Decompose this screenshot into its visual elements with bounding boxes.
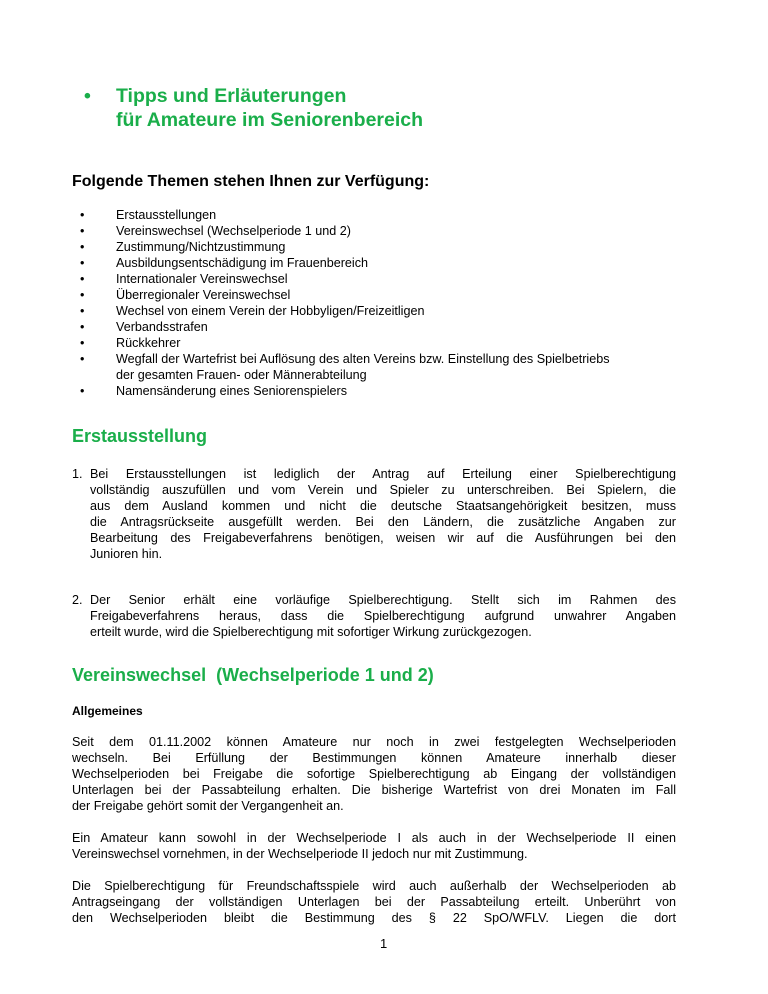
topic-label: Rückkehrer <box>116 336 181 350</box>
topic-label: Überregionaler Vereinswechsel <box>116 288 291 302</box>
text-line: die Antragsrückseite ausgefüllt werden. Bei den Ländern, die zusätzliche Angaben zur <box>90 515 676 530</box>
text-line: Ein Amateur kann sowohl in der Wechselperiode I als auch in der Wechselperiode II einen <box>72 831 676 845</box>
text-line: Unterlagen bei der Passabteilung erhalten. Die bisherige Wartefrist von drei Monaten im Fall <box>72 783 676 798</box>
bullet-icon: • <box>80 384 85 398</box>
item-number: 2. <box>72 593 83 607</box>
paragraph <box>72 830 676 862</box>
text-line: Freigabeverfahrens heraus, dass die Spielberechtigung aufgrund unwahrer Angaben <box>90 609 676 624</box>
topic-label: Ausbildungsentschädigung im Frauenbereich <box>116 256 369 270</box>
numbered-item-1 <box>72 466 676 563</box>
topic-item <box>80 207 680 223</box>
text-line: Seit dem 01.11.2002 können Amateure nur noch in zwei festgelegten Wechselperioden <box>72 735 676 749</box>
text-line: den Wechselperioden bleibt die Bestimmung des § 22 SpO/WFLV. Liegen die dort <box>72 911 676 926</box>
text-line: Der Senior erhält eine vorläufige Spielberechtigung. Stellt sich im Rahmen des <box>90 593 676 607</box>
topic-label: der gesamten Frauen- oder Männerabteilung <box>116 368 367 382</box>
text-line: Wechselperioden bei Freigabe die sofortige Spielberechtigung ab Eingang der vollständigen <box>72 767 676 782</box>
text-line: Bearbeitung des Freigabeverfahrens benötigen, weisen wir auf die Ausführungen bei den <box>90 531 676 546</box>
topic-label: Verbandsstrafen <box>116 320 208 334</box>
bullet-icon: • <box>80 240 85 254</box>
bullet-icon: • <box>80 208 85 222</box>
topic-item <box>80 351 680 383</box>
bullet-icon: • <box>80 320 85 334</box>
topic-label: Vereinswechsel (Wechselperiode 1 und 2) <box>116 224 351 238</box>
text-line: Vereinswechsel vornehmen, in der Wechselperiode II jedoch nur mit Zustimmung. <box>72 847 528 862</box>
text-line: vollständig auszufüllen und vom Verein und Spieler zu unterschreiben. Bei Spielern, die <box>90 483 676 498</box>
text-line: aus dem Ausland kommen und nicht die deutsche Staatsangehörigkeit besitzen, muss <box>90 499 676 514</box>
page-number: 1 <box>380 936 388 951</box>
title-line-1: Tipps und Erläuterungen <box>116 85 347 107</box>
bullet-icon: • <box>80 288 85 302</box>
paragraph <box>72 878 676 926</box>
topic-item <box>80 239 680 255</box>
topics-list <box>80 207 680 399</box>
text-line: Bei Erstausstellungen ist lediglich der Antrag auf Erteilung einer Spielberechtigung <box>90 467 676 481</box>
topic-item <box>80 287 680 303</box>
bullet-icon: • <box>80 336 85 350</box>
numbered-item-2 <box>72 592 676 640</box>
bullet-icon: • <box>80 304 85 318</box>
topic-label: Wegfall der Wartefrist bei Auflösung des alten Vereins bzw. Einstellung des Spielbetriebs <box>116 352 610 366</box>
section-heading-vereinswechsel: Vereinswechsel (Wechselperiode 1 und 2) <box>72 665 434 685</box>
text-line: Junioren hin. <box>90 547 163 562</box>
topic-item <box>80 255 680 271</box>
title-bullet: • <box>84 85 91 107</box>
topic-item <box>80 383 680 399</box>
topic-item <box>80 303 680 319</box>
bullet-icon: • <box>80 224 85 238</box>
text-line: Antragseingang der vollständigen Unterlagen bei der Passabteilung erteilt. Unberührt von <box>72 895 676 910</box>
text-line: erteilt wurde, wird die Spielberechtigung mit sofortiger Wirkung zurückgezogen. <box>90 625 532 640</box>
topic-label: Zustimmung/Nichtzustimmung <box>116 240 286 254</box>
topic-label: Erstausstellungen <box>116 208 217 222</box>
topics-heading: Folgende Themen stehen Ihnen zur Verfügung: <box>72 173 430 190</box>
topic-label: Internationaler Vereinswechsel <box>116 272 288 286</box>
bullet-icon: • <box>80 256 85 270</box>
topic-label: Wechsel von einem Verein der Hobbyligen/Freizeitligen <box>116 304 425 318</box>
item-number: 1. <box>72 467 83 481</box>
text-line: Die Spielberechtigung für Freundschaftsspiele wird auch außerhalb der Wechselperioden ab <box>72 879 676 893</box>
topic-item <box>80 223 680 239</box>
bullet-icon: • <box>80 272 85 286</box>
topic-item <box>80 319 680 335</box>
text-line: der Freigabe gehört somit der Vergangenheit an. <box>72 799 344 814</box>
topic-label: Namensänderung eines Seniorenspielers <box>116 384 348 398</box>
topic-item <box>80 271 680 287</box>
text-line: wechseln. Bei Erfüllung der Bestimmungen können Amateure innerhalb dieser <box>72 751 676 766</box>
topic-item <box>80 335 680 351</box>
paragraph <box>72 734 676 814</box>
title-line-2: für Amateure im Seniorenbereich <box>116 109 424 131</box>
subheading-allgemeines: Allgemeines <box>72 704 143 718</box>
section-heading-erstausstellung: Erstausstellung <box>72 426 208 446</box>
bullet-icon: • <box>80 352 85 366</box>
